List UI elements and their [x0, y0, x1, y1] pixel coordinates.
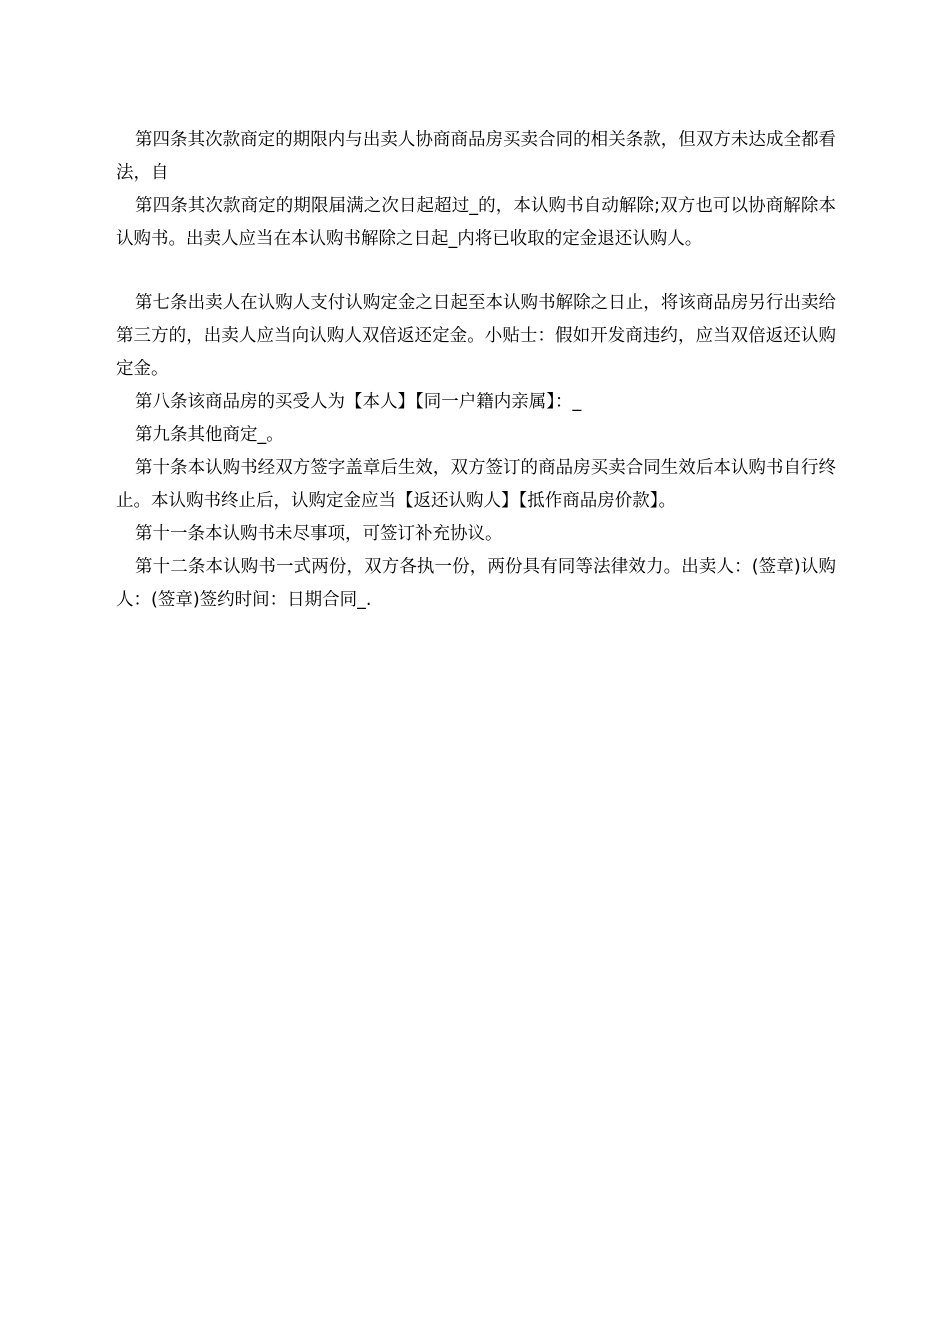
document-body	[116, 124, 836, 617]
paragraph-article-10: 第十条本认购书经双方签字盖章后生效，双方签订的商品房买卖合同生效后本认购书自行终止。本认购书终止后，认购定金应当【返还认购人】【抵作商品房价款】。	[116, 458, 836, 511]
paragraph-article-12: 第十二条本认购书一式两份，双方各执一份，两份具有同等法律效力。出卖人：(签章)认购人：(签章)签约时间：日期合同_.	[116, 557, 836, 610]
paragraph-article-7: 第七条出卖人在认购人支付认购定金之日起至本认购书解除之日止，将该商品房另行出卖给第三方的，出卖人应当向认购人双倍返还定金。小贴士：假如开发商违约，应当双倍返还认购定金。	[116, 293, 836, 379]
paragraph-article-4-clause-b: 第四条其次款商定的期限届满之次日起超过_的，本认购书自动解除;双方也可以协商解除本认购书。出卖人应当在本认购书解除之日起_内将已收取的定金退还认购人。	[116, 196, 836, 249]
paragraph-article-8: 第八条该商品房的买受人为【本人】【同一户籍内亲属】：_	[135, 392, 582, 412]
paragraph-article-9: 第九条其他商定_。	[135, 425, 284, 445]
paragraph-spacer	[116, 256, 836, 287]
paragraph-article-11: 第十一条本认购书未尽事项，可签订补充协议。	[135, 524, 503, 544]
paragraph-article-4-clause-a: 第四条其次款商定的期限内与出卖人协商商品房买卖合同的相关条款，但双方未达成全都看法，自	[116, 130, 836, 183]
